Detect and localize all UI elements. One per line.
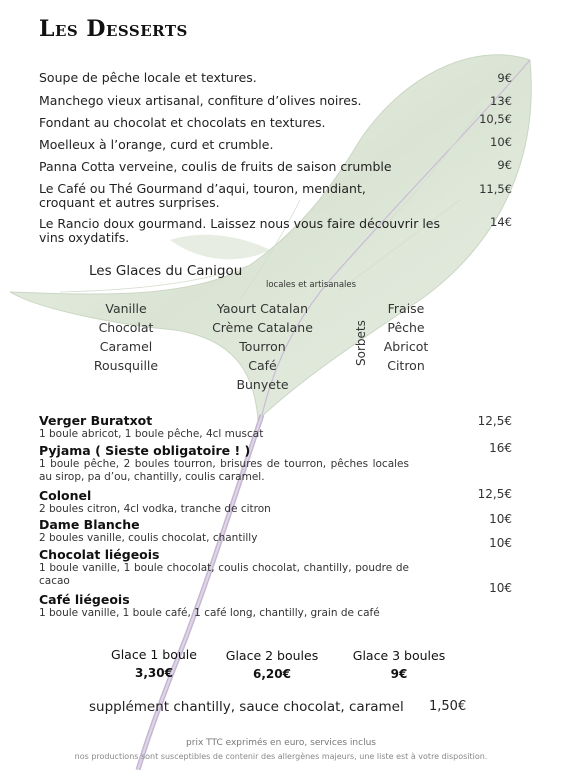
dessert-row — [39, 160, 512, 174]
coupe-price: 10€ — [489, 581, 512, 595]
glace-price: 9€ — [390, 667, 408, 681]
coupe-item — [39, 414, 512, 441]
flavor: Crème Catalane — [212, 320, 313, 335]
dessert-price: 10,5€ — [479, 112, 512, 126]
dessert-name: Panna Cotta verveine, coulis de fruits de saison crumble — [39, 159, 392, 174]
glaces-subtitle: locales et artisanales — [266, 280, 357, 290]
coupe-desc: 1 boule pêche, 2 boules tourron, brisures de tourron, pêches locales au sirop, pa d’ou, chantilly, coulis caramel. — [39, 458, 409, 483]
footer-allergens-note: nos productions sont susceptibles de contenir des allergènes majeurs, une liste est à votre disposition. — [74, 752, 488, 761]
coupe-price: 16€ — [489, 441, 512, 455]
coupe-desc: 1 boule vanille, 1 boule café, 1 café long, chantilly, grain de café — [39, 607, 380, 619]
supplement-label: supplément chantilly, sauce chocolat, caramel — [89, 699, 404, 715]
dessert-price: 9€ — [497, 71, 512, 85]
glace-label: Glace 2 boules — [225, 648, 319, 663]
coupe-desc: 2 boules vanille, coulis chocolat, chantilly — [39, 532, 258, 544]
coupe-price: 12,5€ — [477, 487, 512, 501]
glaces-title: Les Glaces du Canigou — [89, 263, 243, 279]
flavor: Café — [248, 358, 277, 373]
dessert-price: 11,5€ — [479, 182, 512, 196]
dessert-row — [39, 217, 512, 245]
flavor: Yaourt Catalan — [216, 301, 309, 316]
flavor: Tourron — [239, 339, 286, 354]
coupe-name: Verger Buratxot — [39, 413, 153, 428]
dessert-name: Moelleux à l’orange, curd et crumble. — [39, 137, 274, 152]
dessert-name: Soupe de pêche locale et textures. — [39, 70, 257, 85]
dessert-name: Le Café ou Thé Gourmand d’aqui, touron, mendiant, croquant et autres surprises. — [39, 181, 366, 210]
glace-price-col — [216, 648, 328, 681]
coupe-item — [39, 441, 512, 484]
dessert-row — [39, 112, 512, 130]
coupe-name: Colonel — [39, 488, 92, 503]
coupe-name: Chocolat liégeois — [39, 547, 160, 562]
flavor: Chocolat — [98, 320, 154, 335]
coupe-name: Café liégeois — [39, 592, 130, 607]
sorbet-flavor: Abricot — [383, 339, 429, 354]
dessert-price: 9€ — [497, 158, 512, 172]
flavor: Rousquille — [93, 358, 159, 373]
coupe-item — [39, 489, 512, 516]
footer-prices-note: prix TTC exprimés en euro, services inclus — [186, 738, 376, 748]
glace-price: 3,30€ — [135, 666, 173, 680]
sorbets-label: Sorbets — [354, 320, 368, 366]
dessert-row — [39, 135, 512, 152]
glace-price: 6,20€ — [253, 667, 291, 681]
dessert-row — [39, 94, 512, 108]
dessert-row — [39, 71, 512, 85]
glace-label: Glace 1 boule — [111, 647, 197, 662]
coupe-item — [39, 512, 512, 545]
sorbet-flavor: Fraise — [387, 301, 425, 316]
glace-price-col — [343, 648, 455, 681]
dessert-name: Le Rancio doux gourmand. Laissez nous vous faire découvrir les vins oxydatifs. — [39, 216, 441, 245]
coupe-name: Pyjama ( Sieste obligatoire ! ) — [39, 443, 251, 458]
dessert-price: 10€ — [490, 135, 512, 149]
sorbet-flavor: Citron — [387, 358, 425, 373]
coupe-price: 10€ — [489, 536, 512, 550]
coupe-desc: 1 boule abricot, 1 boule pêche, 4cl muscat — [39, 428, 264, 440]
coupe-item — [39, 581, 512, 620]
dessert-name: Fondant au chocolat et chocolats en textures. — [39, 115, 326, 130]
flavor: Bunyete — [236, 377, 289, 392]
dessert-price: 13€ — [490, 94, 512, 108]
dessert-price: 14€ — [490, 215, 512, 229]
flavor: Caramel — [99, 339, 153, 354]
page-title: Les Desserts — [39, 16, 188, 42]
coupe-price: 10€ — [489, 512, 512, 526]
supplement-price: 1,50€ — [429, 699, 467, 714]
sorbet-flavor: Pêche — [387, 320, 425, 335]
coupe-desc: 1 boule vanille, 1 boule chocolat, coulis chocolat, chantilly, poudre de cacao — [39, 562, 409, 587]
coupe-price: 12,5€ — [477, 414, 512, 428]
glace-label: Glace 3 boules — [352, 648, 446, 663]
coupe-desc: 2 boules citron, 4cl vodka, tranche de citron — [39, 503, 271, 515]
glace-price-col — [104, 647, 204, 680]
coupe-name: Dame Blanche — [39, 517, 140, 532]
flavor: Vanille — [105, 301, 147, 316]
dessert-row — [39, 182, 512, 210]
dessert-name: Manchego vieux artisanal, confiture d’olives noires. — [39, 93, 362, 108]
